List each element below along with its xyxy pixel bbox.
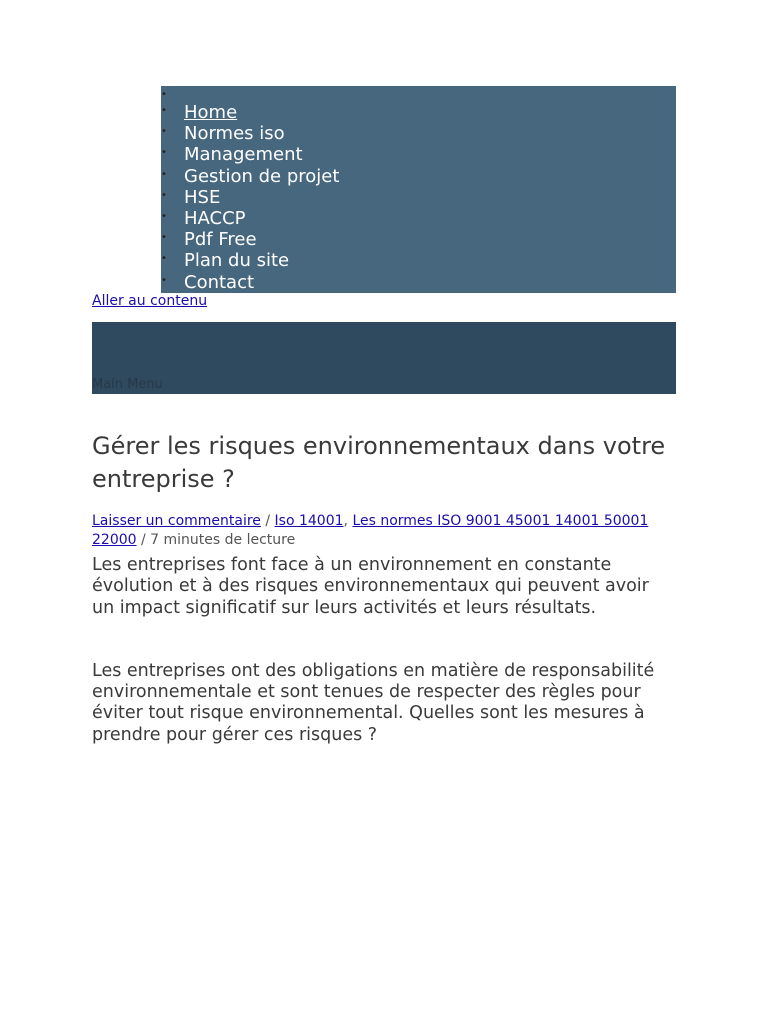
- bullet-icon: •: [161, 274, 167, 286]
- nav-link-management[interactable]: Management: [184, 144, 303, 166]
- nav-item-hse: [161, 187, 676, 208]
- nav-link-contact[interactable]: Contact: [184, 271, 255, 293]
- bullet-icon: •: [161, 147, 167, 159]
- bullet-icon: •: [161, 253, 167, 265]
- main-menu-toggle[interactable]: Main Menu: [92, 377, 163, 392]
- nav-link-gestion-de-projet[interactable]: Gestion de projet: [184, 165, 340, 187]
- nav-item-gestion-de-projet: [161, 166, 676, 187]
- bullet-icon: •: [161, 89, 167, 100]
- nav-item-haccp: [161, 208, 676, 229]
- entry-meta: [92, 512, 676, 550]
- meta-separator: /: [260, 513, 275, 529]
- article-paragraph: Les entreprises font face à un environnement en constante évolution et à des risques environnementaux qui peuvent avoir un impact significatif sur leurs activités et leurs résultats.: [92, 555, 649, 618]
- meta-comma: ,: [343, 513, 353, 529]
- reading-time: 7 minutes de lecture: [150, 532, 296, 548]
- meta-separator: /: [136, 532, 151, 548]
- nav-item-home: [161, 102, 676, 123]
- nav-list: [161, 86, 676, 293]
- nav-link-haccp[interactable]: HACCP: [184, 207, 246, 229]
- skip-to-content-link[interactable]: Aller au contenu: [92, 293, 208, 309]
- bullet-icon: •: [161, 168, 167, 180]
- nav-link-hse[interactable]: HSE: [184, 186, 221, 208]
- article-paragraph: Les entreprises ont des obligations en matière de responsabilité environnementale et sont tenues de respecter des règles pour éviter tout risque environnemental. Quelles sont les mesures à prendre pour gérer ces risques ?: [92, 660, 655, 745]
- bullet-icon: •: [161, 105, 167, 116]
- nav-link-normes-iso[interactable]: Normes iso: [184, 123, 285, 145]
- nav-item-contact: [161, 272, 676, 293]
- nav-empty-item: [161, 86, 676, 102]
- comment-link[interactable]: Laisser un commentaire: [92, 513, 261, 529]
- nav-link-pdf-free[interactable]: Pdf Free: [184, 229, 257, 251]
- category-link-iso-14001[interactable]: Iso 14001: [274, 513, 344, 529]
- nav-item-management: [161, 144, 676, 165]
- nav-item-pdf-free: [161, 229, 676, 250]
- site-header: [92, 322, 676, 394]
- bullet-icon: •: [161, 189, 167, 201]
- nav-link-plan-du-site[interactable]: Plan du site: [184, 250, 290, 272]
- top-navigation: [161, 86, 676, 293]
- nav-item-plan-du-site: [161, 250, 676, 271]
- bullet-icon: •: [161, 232, 167, 244]
- bullet-icon: •: [161, 126, 167, 138]
- article: [92, 430, 676, 746]
- article-title: Gérer les risques environnementaux dans votre entreprise ?: [92, 432, 666, 493]
- bullet-icon: •: [161, 210, 167, 222]
- category-link-normes-iso[interactable]: Les normes ISO 9001 45001 14001 50001 22000: [92, 513, 649, 548]
- nav-item-normes-iso: [161, 123, 676, 144]
- nav-link-home[interactable]: Home: [184, 102, 238, 123]
